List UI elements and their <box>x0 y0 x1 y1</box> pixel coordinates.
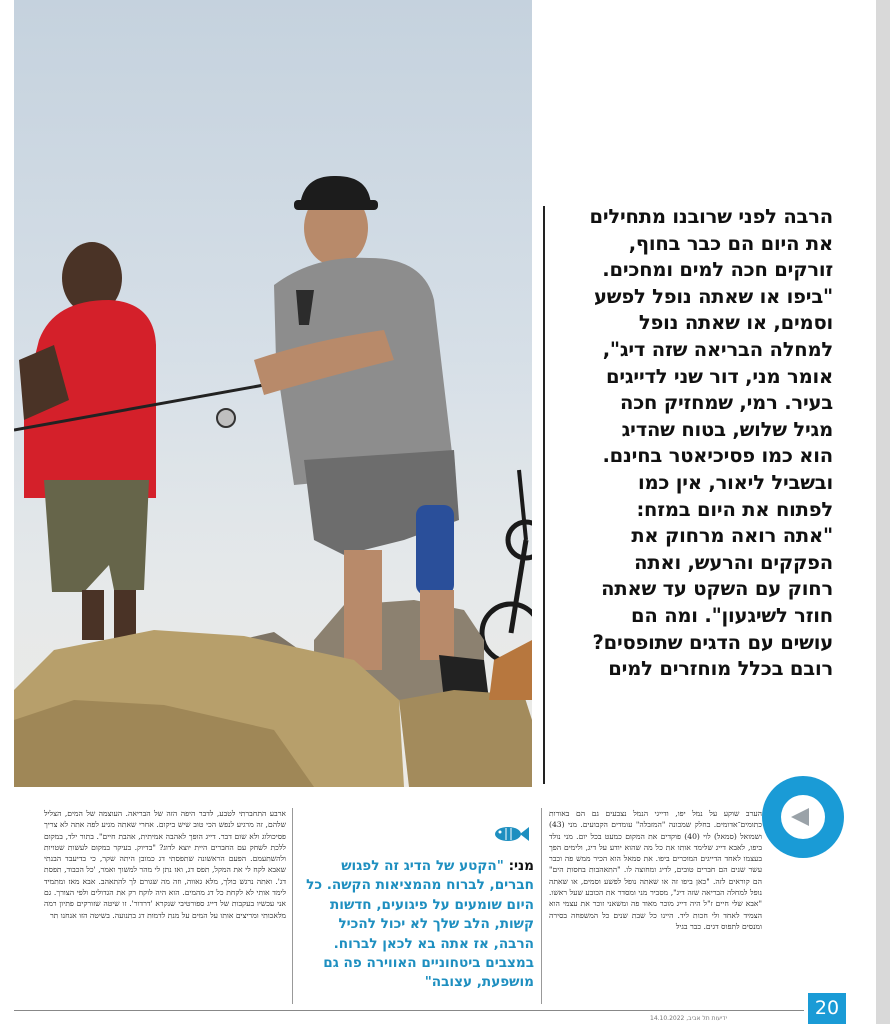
headline-line: הפקקים והרעש, ואתה <box>634 550 833 574</box>
headline-line: וסמים, או שאתה נופל <box>638 311 833 335</box>
headline-rule <box>543 206 545 784</box>
back-arrow-icon <box>791 808 809 826</box>
column-divider <box>541 808 542 1004</box>
pull-quote <box>300 857 534 993</box>
page-edge <box>876 0 890 1024</box>
footer-meta: ידיעות תל אביב, 14.10.2022 <box>650 1015 727 1022</box>
back-button-inner <box>781 795 825 839</box>
fishermen-photo <box>14 0 532 787</box>
headline-line: את היום הם כבר בחוף, <box>628 231 833 255</box>
headline-line: "אתה רואה מרחוק את <box>631 524 833 548</box>
headline-line: "ביפו או שאתה נופל לפשע <box>593 284 833 308</box>
headline-line: מגיל שלוש, בטוח שהדיג <box>621 417 833 441</box>
body-column-left: ארבע התחברתי לטבע, לדבר היפה הזה של הבריאה. העוצמה של המים, הצליל שלהם, זה מרגיע לנפש הכי טוב שיש ביקום. אחרי שאתה מגיע לפה אתה לא צריך פסיכולוג ולא שום דבר. דייג הופך לאהבה אמיתית, אהבת חיים". בתור ילד, במקום ללכת לשחק עם החברים היית יוצא לדוג? "בדיוק. בעיקר במקום לעשות שטויות ולהשתעמם. הפעם הראשונה שתפסתי דג כמובן היתה שקר, כי בדיעבד הבנתי שאבא לקח לי את המקל, תפס דג, ואז נתן לי מהר למשוך ואמר, 'כל הכבוד, תפסת דג'. ואתה נרגש כולך, מלא גאווה, וזה מה שגורם לך להתאהב. אבא מאז ומתמיד לימד אותי לא לקחת כל דג מהמים. הוא היה לוקח רק את הגדולים ולפי הצורך. גם אני עכשיו בעקבות של דייג ספורטיבי שנקרא 'דרדור'. זו שיטה שזורקים פתיון רמה מלאכותי ומריצים אותו על המים על מנת לדמות דג בתנועה. בשיטה הזו אנחנו תר <box>44 809 286 920</box>
headline-line: אומר מני, דור שני לדייגים <box>605 364 833 388</box>
headline-column <box>547 204 833 683</box>
footer-rule <box>14 1010 804 1011</box>
page-number: 20 <box>808 993 846 1024</box>
man-red-shirt <box>19 242 156 640</box>
fish-icon <box>492 824 530 844</box>
headline-line: הוא כמו פסיכיאטר בחינם. <box>602 444 833 468</box>
body-column-right: הערב שוקע על נמל יפו, ודייגי הנמל נצבעים גם הם באורות כתומים־אדומים. בחלק שמכונה "המזבלה" עומדים הקבועים. מני (43) ושמואל (סמאל) לוי (40) פוקדים את המקום כמעט בכל יום. מני נולד ביפו, לאבא דייג שלימד אותו את כל מה שהוא יודע על דיג, ולימים הפך בעצמו לאחד הדייגים המוכרים ביפו. את סמאל הוא הכיר ממש פה וכבר עשר שנים הם חברים טובים, לדיג ומחוצה לו. "התאהבות בחסות הים" הם קוראים לזה. "כאן ביפו זה או שאתה נופל לפשע וסמים, או שאתה נופל למחלה הבריאה שזה דיג", מסביר מני ומסדר את הכובע שעל ראשו. "אבא שלי חיים ז"ל היה דייג מוכר מאוד פה ומשאני זוכר את עצמי הוא הצמיד לאחד ולי חכות ליד. היינו כל שבת שנים כל המשפחה בסירה ומנסים לתפוס דגים. כבר בגיל <box>549 809 762 931</box>
bicycle-shape <box>482 470 532 662</box>
headline-line: בעיר. רמי, שמחזיק חכה <box>620 391 833 415</box>
man-grey-shirt <box>254 176 489 700</box>
column-divider <box>292 808 293 1004</box>
headline-line: הרבה לפני שרובנו מתחילים <box>589 205 833 228</box>
headline-line: ובשביל ליאור, אין כמו <box>637 470 833 494</box>
headline-line: עושים עם הדגים שתופסים? <box>592 630 833 654</box>
quote-text: "הקטע של הדיג זה לפגוש חברים, לברוח מהמציאות הקשה. כל היום שומעים על פיגועים, חדשות קשות, הלב שלך לא יכול להכיל הרבה, אז אתה בא לכאן לברוח. במצבים ביטחוניים האווירה פה גם מושפעת, עצובה" <box>306 858 534 991</box>
quote-speaker: מני: <box>508 858 534 874</box>
headline-line: רובם בכלל מוחזרים למים <box>608 657 833 681</box>
headline-line: לפתוח את היום במזח: <box>636 497 833 521</box>
photo-illustration <box>14 0 532 787</box>
headline-line: זורקים חכה למים ומחכים. <box>602 258 833 282</box>
rock-right <box>399 690 532 787</box>
back-button[interactable] <box>762 776 844 858</box>
headline-line: רחוק עם השקט עד שאתה <box>601 577 833 601</box>
fishing-reel <box>217 409 235 427</box>
headline-line: למחלה הבריאה שזה דיג", <box>602 337 833 361</box>
headline-line: חוזר לשיגעון". ומה הם <box>631 603 833 627</box>
